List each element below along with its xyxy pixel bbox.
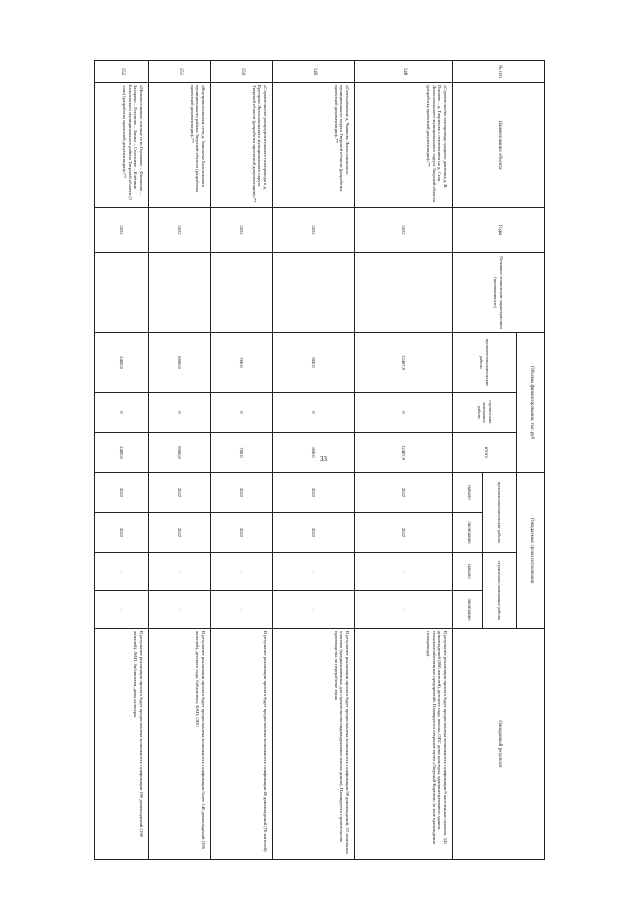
investment-projects-table [94,60,545,860]
row-years: 2022 [355,208,453,253]
header-construction-period: строительно-монтажные работы [483,553,517,629]
row-construction-end: - [149,591,211,629]
table-row [211,61,273,860]
row-characteristics [149,253,211,333]
header-deadlines: Ожидаемые сроки исполнения [517,473,545,629]
row-design-start: 2022 [211,473,273,513]
row-design-end: 2022 [211,513,273,553]
row-years: 2022 [273,208,355,253]
header-total: итого [453,433,517,473]
row-years: 2022 [95,208,149,253]
row-design-cost: 600,0 [273,333,355,393]
row-design-cost: 780,0 [211,333,273,393]
header-construction-work: строительно-монтажные работы [453,393,517,433]
row-construction-start: - [273,553,355,591]
rotated-sheet [95,60,545,860]
row-characteristics [273,253,355,333]
row-construction-start: - [211,553,273,591]
row-total-cost: 12487,9 [355,433,453,473]
row-construction-cost: 0 [273,393,355,433]
object-name: «Межпоселковые газовые сети Горчаково – Филипово – Захарово – Гетуново – Заелье – Селезнево – Клёпино Бологовского муниципального района Тверской области (1 этап) (разработка проектной документации)»** [95,83,149,208]
row-design-start: 2022 [355,473,453,513]
page-number: 33 [320,455,327,463]
table-row [273,61,355,860]
row-design-start: 2022 [149,473,211,513]
row-characteristics [95,253,149,333]
header-years: Годы [453,208,545,253]
row-total-cost: 2400,0 [95,433,149,473]
object-name: «Строительство распределительного газопровода в д. Крутцово Лихославльского муниципального округа Тверской области (разработка проектной документации)»** [211,83,273,208]
row-design-start: 2022 [273,473,355,513]
header-characteristics: Основные технические характеристики (протяженность) [453,253,545,333]
header-funding: Объемы финансирования, тыс.руб [517,333,545,473]
row-construction-start: - [149,553,211,591]
row-construction-end: - [355,591,453,629]
object-name: «Газоснабжение д. Чашково Лихославльского муниципального округа Тверской области (разработка проектной документации)»** [273,83,355,208]
header-design-work: проектно-изыскательские работы [453,333,517,393]
table-row [355,61,453,860]
row-construction-cost: 0 [355,393,453,433]
row-design-end: 2022 [149,513,211,553]
row-construction-cost: 0 [149,393,211,433]
header-design-end: окончание [453,513,483,553]
row-years: 2022 [149,208,211,253]
header-design-start: начало [453,473,483,513]
header-result: Ожидаемый результат [453,629,545,860]
header-construction-end: окончание [453,591,483,629]
row-construction-cost: 0 [95,393,149,433]
row-characteristics [211,253,273,333]
row-construction-cost: 0 [211,393,273,433]
row-total-cost: 600,0 [273,433,355,473]
row-design-end: 2022 [355,513,453,553]
row-total-cost: 6600,0 [149,433,211,473]
row-design-end: 2022 [273,513,355,553]
row-design-cost: 2400,0 [95,333,149,393]
table-row [149,61,211,860]
header-num: № п/п [453,61,545,83]
object-name: «Внутрипоселковые сети д. Заполотье Бологовского муниципального района Тверской области (разработка проектной документации)»** [149,83,211,208]
row-design-cost: 12487,9 [355,333,453,393]
row-construction-start: - [95,553,149,591]
row-result: В результате реализации проекта будет предоставлена возможность газификации 69 домовладений, 22 земельных участков (предназначенных для строительства индивидуальных жилых домов). Планируется строительство производства по переработке зерна [273,629,355,860]
row-number: 151 [149,61,211,83]
header-construction-start: начало [453,553,483,591]
row-design-cost: 6600,0 [149,333,211,393]
row-construction-end: - [211,591,273,629]
row-result: В результате реализации проекта будет предоставлена возможность газификации более 140 домовладений (356 жителей), детского сада, библиотеки, ФАП, ОПС [149,629,211,860]
row-years: 2022 [211,208,273,253]
row-number: 152 [95,61,149,83]
header-design-period: проектно-изыскательские работы [483,473,517,553]
row-characteristics [355,253,453,333]
row-number: 148 [355,61,453,83]
row-result: В результате реализации проекта будет предоставлена возможность газификации 196 домовладений (160 жителей), ФАП, библиотеки, дома культуры [95,629,149,860]
object-name: «Строительство газопровода среднего давления д. В. Пискове – д. Гаврилово с отвлечением на д. Стан Лихославльского муниципального округа Тверской области (разработка проектной документации)»** [355,83,453,208]
row-total-cost: 780,0 [211,433,273,473]
row-number: 149 [273,61,355,83]
row-design-start: 2022 [95,473,149,513]
header-name: Наименование объекта [453,83,545,208]
table-row [95,61,149,860]
row-number: 150 [211,61,273,83]
row-design-end: 2022 [95,513,149,553]
row-construction-start: - [355,553,453,591]
row-construction-end: - [95,591,149,629]
row-result: В результате реализации проекта будет предоставлена возможность газификации 9 населенных пунктов, 341 домовладений (860 жителей), детского сада, школы, ОПС дома культуры, административного здания, сельскохозяйственных предприятий. Планируется открытие музея «Тверской Карелии» (в зоне прохождения газопровода) [355,629,453,860]
row-construction-end: - [273,591,355,629]
row-result: В результате реализации проекта будет предоставлена возможность газификации 46 домовладений (70 жителей) [211,629,273,860]
